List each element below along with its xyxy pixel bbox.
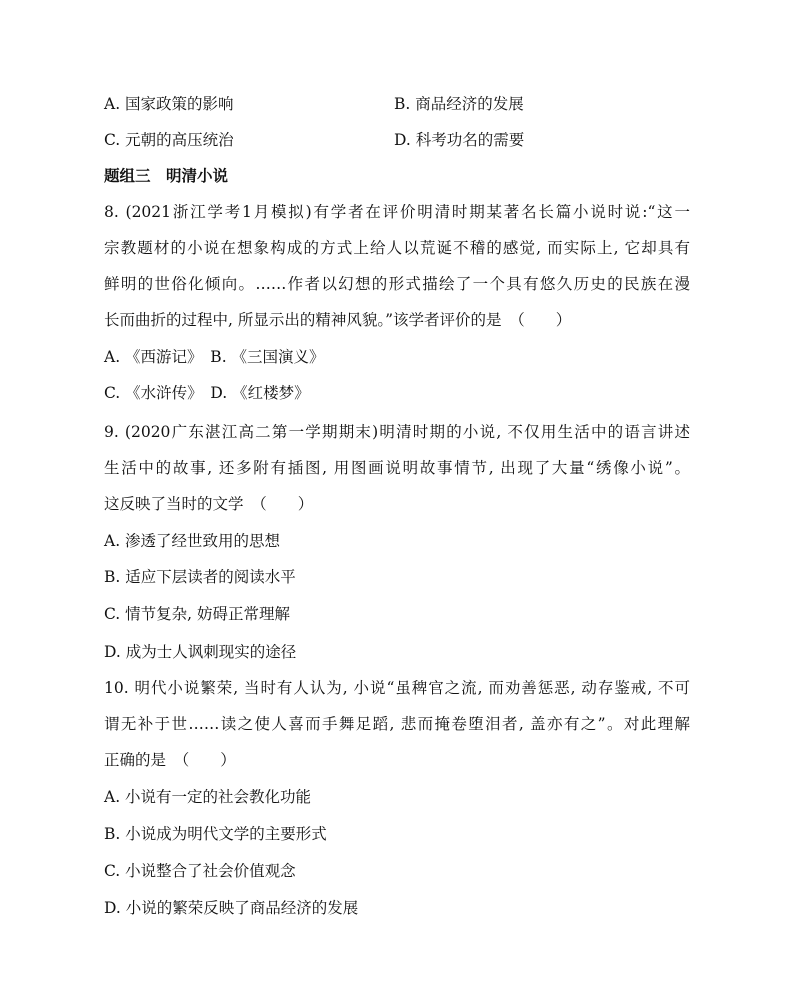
q10-option-d: D. 小说的繁荣反映了商品经济的发展 bbox=[104, 899, 359, 917]
option-b: B. 商品经济的发展 bbox=[394, 95, 524, 113]
q8-option-line: C. 《水浒传》 D. 《红楼梦》 bbox=[104, 384, 310, 402]
q8-stem-line: 宗教题材的小说在想象构成的方式上给人以荒诞不稽的感觉, 而实际上, 它却具有 bbox=[104, 239, 690, 257]
option-row bbox=[104, 94, 524, 114]
q10-option-a: A. 小说有一定的社会教化功能 bbox=[104, 788, 312, 806]
q10-stem-line: 正确的是 （ ） bbox=[104, 751, 236, 769]
q8-stem-line: 8. (2021浙江学考1月模拟)有学者在评价明清时期某著名长篇小说时说:“这一 bbox=[104, 203, 690, 221]
q10-option-c: C. 小说整合了社会价值观念 bbox=[104, 862, 296, 880]
q9-option-a: A. 渗透了经世致用的思想 bbox=[104, 532, 281, 550]
q9-stem-line: 这反映了当时的文学 （ ） bbox=[104, 495, 314, 513]
section-heading: 题组三 明清小说 bbox=[104, 167, 229, 185]
q9-option-c: C. 情节复杂, 妨碍正常理解 bbox=[104, 605, 291, 623]
option-row bbox=[104, 130, 525, 150]
q10-option-b: B. 小说成为明代文学的主要形式 bbox=[104, 825, 327, 843]
option-c: C. 元朝的高压统治 bbox=[104, 131, 234, 149]
q9-stem-line: 9. (2020广东湛江高二第一学期期末)明清时期的小说, 不仅用生活中的语言讲述 bbox=[104, 423, 690, 441]
q10-stem-line: 10. 明代小说繁荣, 当时有人认为, 小说“虽稗官之流, 而劝善惩恶, 动存鉴戒, 不可 bbox=[104, 679, 690, 697]
q9-option-d: D. 成为士人讽刺现实的途径 bbox=[104, 643, 297, 661]
q8-stem-line: 长而曲折的过程中, 所显示出的精神风貌。”该学者评价的是 （ ） bbox=[104, 311, 572, 329]
q8-stem-line: 鲜明的世俗化倾向。……作者以幻想的形式描绘了一个具有悠久历史的民族在漫 bbox=[104, 275, 690, 293]
option-a: A. 国家政策的影响 bbox=[104, 95, 234, 113]
q10-stem-line: 谓无补于世……读之使人喜而手舞足蹈, 悲而掩卷堕泪者, 盖亦有之”。对此理解 bbox=[104, 715, 690, 733]
q9-stem-line: 生活中的故事, 还多附有插图, 用图画说明故事情节, 出现了大量“绣像小说”。 bbox=[104, 459, 690, 477]
q9-option-b: B. 适应下层读者的阅读水平 bbox=[104, 568, 296, 586]
q8-option-line: A. 《西游记》 B. 《三国演义》 bbox=[104, 348, 325, 366]
option-d: D. 科考功名的需要 bbox=[394, 131, 525, 149]
